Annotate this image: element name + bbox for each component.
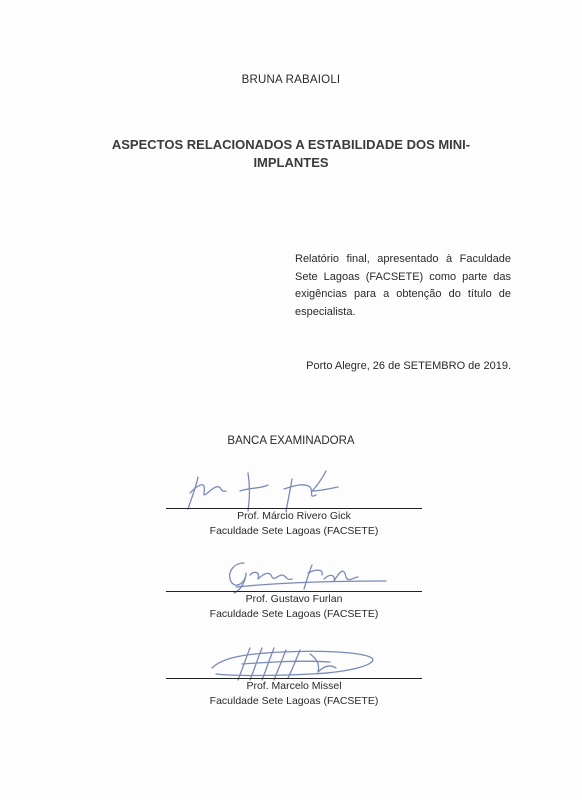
place-and-date: Porto Alegre, 26 de SETEMBRO de 2019. bbox=[306, 360, 511, 372]
title-line-2: IMPLANTES bbox=[253, 155, 329, 170]
committee-member-1 bbox=[166, 465, 422, 545]
signature-1 bbox=[176, 465, 366, 513]
member-name-3: Prof. Marcelo Missel bbox=[246, 680, 342, 692]
member-name-2: Prof. Gustavo Furlan bbox=[245, 593, 343, 605]
committee-heading: BANCA EXAMINADORA bbox=[227, 435, 355, 447]
committee-member-3 bbox=[166, 642, 422, 722]
member-name-1: Prof. Márcio Rivero Gick bbox=[237, 510, 351, 522]
author-name: BRUNA RABAIOLI bbox=[241, 74, 341, 86]
member-institution-2: Faculdade Sete Lagoas (FACSETE) bbox=[209, 608, 379, 620]
document-title bbox=[95, 136, 487, 172]
member-institution-3: Faculdade Sete Lagoas (FACSETE) bbox=[209, 695, 379, 707]
title-line-1: ASPECTOS RELACIONADOS A ESTABILIDADE DOS MINI- bbox=[111, 137, 471, 152]
member-institution-1: Faculdade Sete Lagoas (FACSETE) bbox=[209, 525, 379, 537]
committee-member-2 bbox=[166, 555, 422, 635]
report-description: Relatório final, apresentado à Faculdade Sete Lagoas (FACSETE) como parte das exigências para a obtenção do título de especialista. bbox=[295, 253, 511, 318]
